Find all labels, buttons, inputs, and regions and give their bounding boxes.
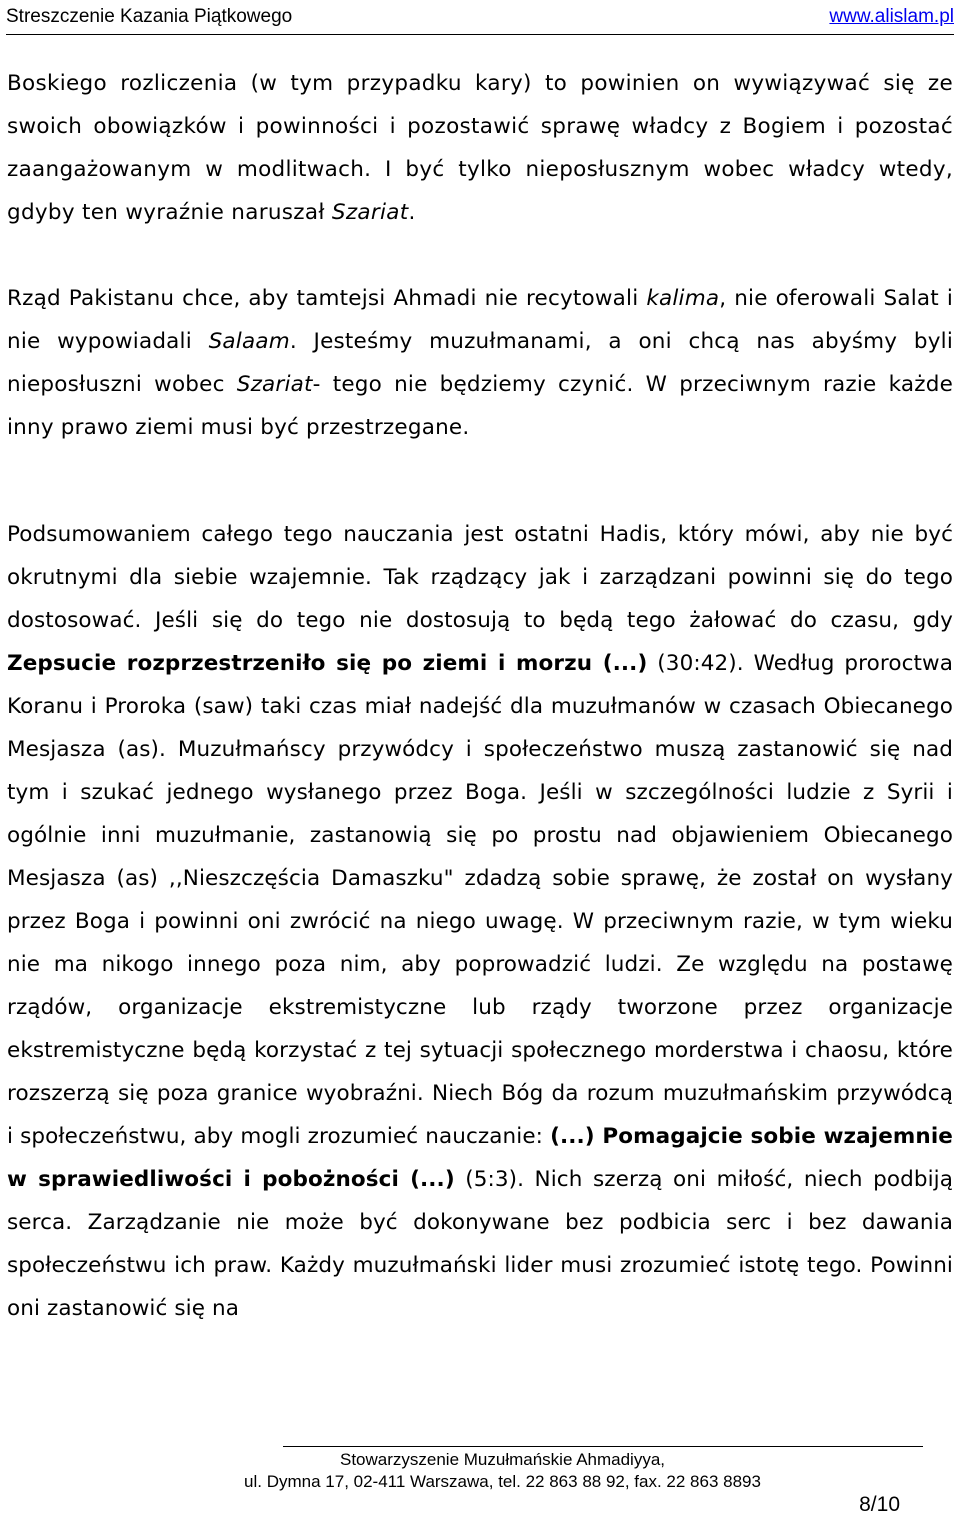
paragraph bbox=[7, 62, 953, 234]
website-link[interactable]: www.alislam.pl bbox=[829, 6, 954, 27]
paragraph bbox=[7, 513, 953, 1330]
text-run: - tego nie będziemy czynić. W przeciwnym razie każde inny prawo ziemi musi być przestrzegane. bbox=[7, 372, 953, 440]
page-number: 8/10 bbox=[859, 1493, 900, 1516]
quran-quote: Zepsucie rozprzestrzeniło się po ziemi i morzu (...) bbox=[7, 651, 648, 676]
paragraph bbox=[7, 277, 953, 449]
text-run: Boskiego rozliczenia (w tym przypadku kary) to powinien on wywiązywać się ze swoich obowiązków i powinności i pozostawić sprawę władcy z Bogiem i pozostać zaangażowanym w modlitwach. I być tylko nieposłusznym wobec władcy wtedy, gdyby ten wyraźnie naruszał bbox=[7, 71, 953, 225]
document-title: Streszczenie Kazania Piątkowego bbox=[6, 6, 293, 27]
quran-quote: (...) Pomagajcie sobie wzajemnie w sprawiedliwości i pobożności (...) bbox=[7, 1124, 953, 1192]
italic-term: kalima bbox=[646, 286, 720, 311]
text-run: (30:42). Według proroctwa Koranu i Proroka (saw) taki czas miał nadejść dla muzułmanów w czasach Obiecanego Mesjasza (as). Muzułmańscy przywódcy i społeczeństwo muszą zastanowić się nad tym i szukać jednego wysłanego przez Boga. Jeśli w szczególności ludzie z Syrii i ogólnie inni muzułmanie, zastanowią się po prostu nad objawieniem Obiecanego Mesjasza (as) ,,Nieszczęścia Damaszku" zdadzą sobie sprawę, że został on wysłany przez Boga i powinni oni zwrócić na niego uwagę. W przeciwnym razie, w tym wieku nie ma nikogo innego poza nim, aby poprowadzić ludzi. Ze względu na postawę rządów, organizacje ekstremistyczne lub rządy tworzone przez organizacje ekstremistyczne będą korzystać z tej sytuacji społecznego morderstwa i chaosu, które rozszerzą się poza granice wyobraźni. Niech Bóg da rozum muzułmańskim przywódcą i społeczeństwu, aby mogli zrozumieć nauczanie: bbox=[7, 651, 953, 1149]
footer-organization: Stowarzyszenie Muzułmańskie Ahmadiyya, bbox=[339, 1450, 666, 1469]
text-run: Podsumowaniem całego tego nauczania jest ostatni Hadis, który mówi, aby nie być okrutnymi dla siebie wzajemnie. Tak rządzący jak i zarządzani powinni się do tego dostosować. Jeśli się do tego nie dostosują to będą tego żałować do czasu, gdy bbox=[7, 522, 953, 633]
text-run: Rząd Pakistanu chce, aby tamtejsi Ahmadi nie recytowali bbox=[7, 286, 647, 311]
italic-term: Szariat bbox=[236, 372, 313, 397]
italic-term: Szariat bbox=[331, 200, 409, 225]
page-header bbox=[6, 4, 954, 35]
text-run: . bbox=[408, 200, 416, 225]
italic-term: Salaam bbox=[208, 329, 290, 354]
footer-divider bbox=[283, 1446, 923, 1447]
footer-address: ul. Dymna 17, 02-411 Warszawa, tel. 22 863 88 92, fax. 22 863 8893 bbox=[244, 1472, 761, 1491]
text-run: , nie oferowali Salat i nie wypowiadali bbox=[7, 286, 953, 354]
text-run: (5:3). Nich szerzą oni miłość, niech podbiją serca. Zarządzanie nie może być dokonywane bez podbicia serc i bez dawania społeczeństwu ich praw. Każdy muzułmański lider musi zrozumieć istotę tego. Powinni oni zastanowić się na bbox=[7, 1167, 953, 1321]
document-body bbox=[7, 62, 953, 1330]
text-run: . Jesteśmy muzułmanami, a oni chcą nas abyśmy byli nieposłuszni wobec bbox=[7, 329, 953, 397]
